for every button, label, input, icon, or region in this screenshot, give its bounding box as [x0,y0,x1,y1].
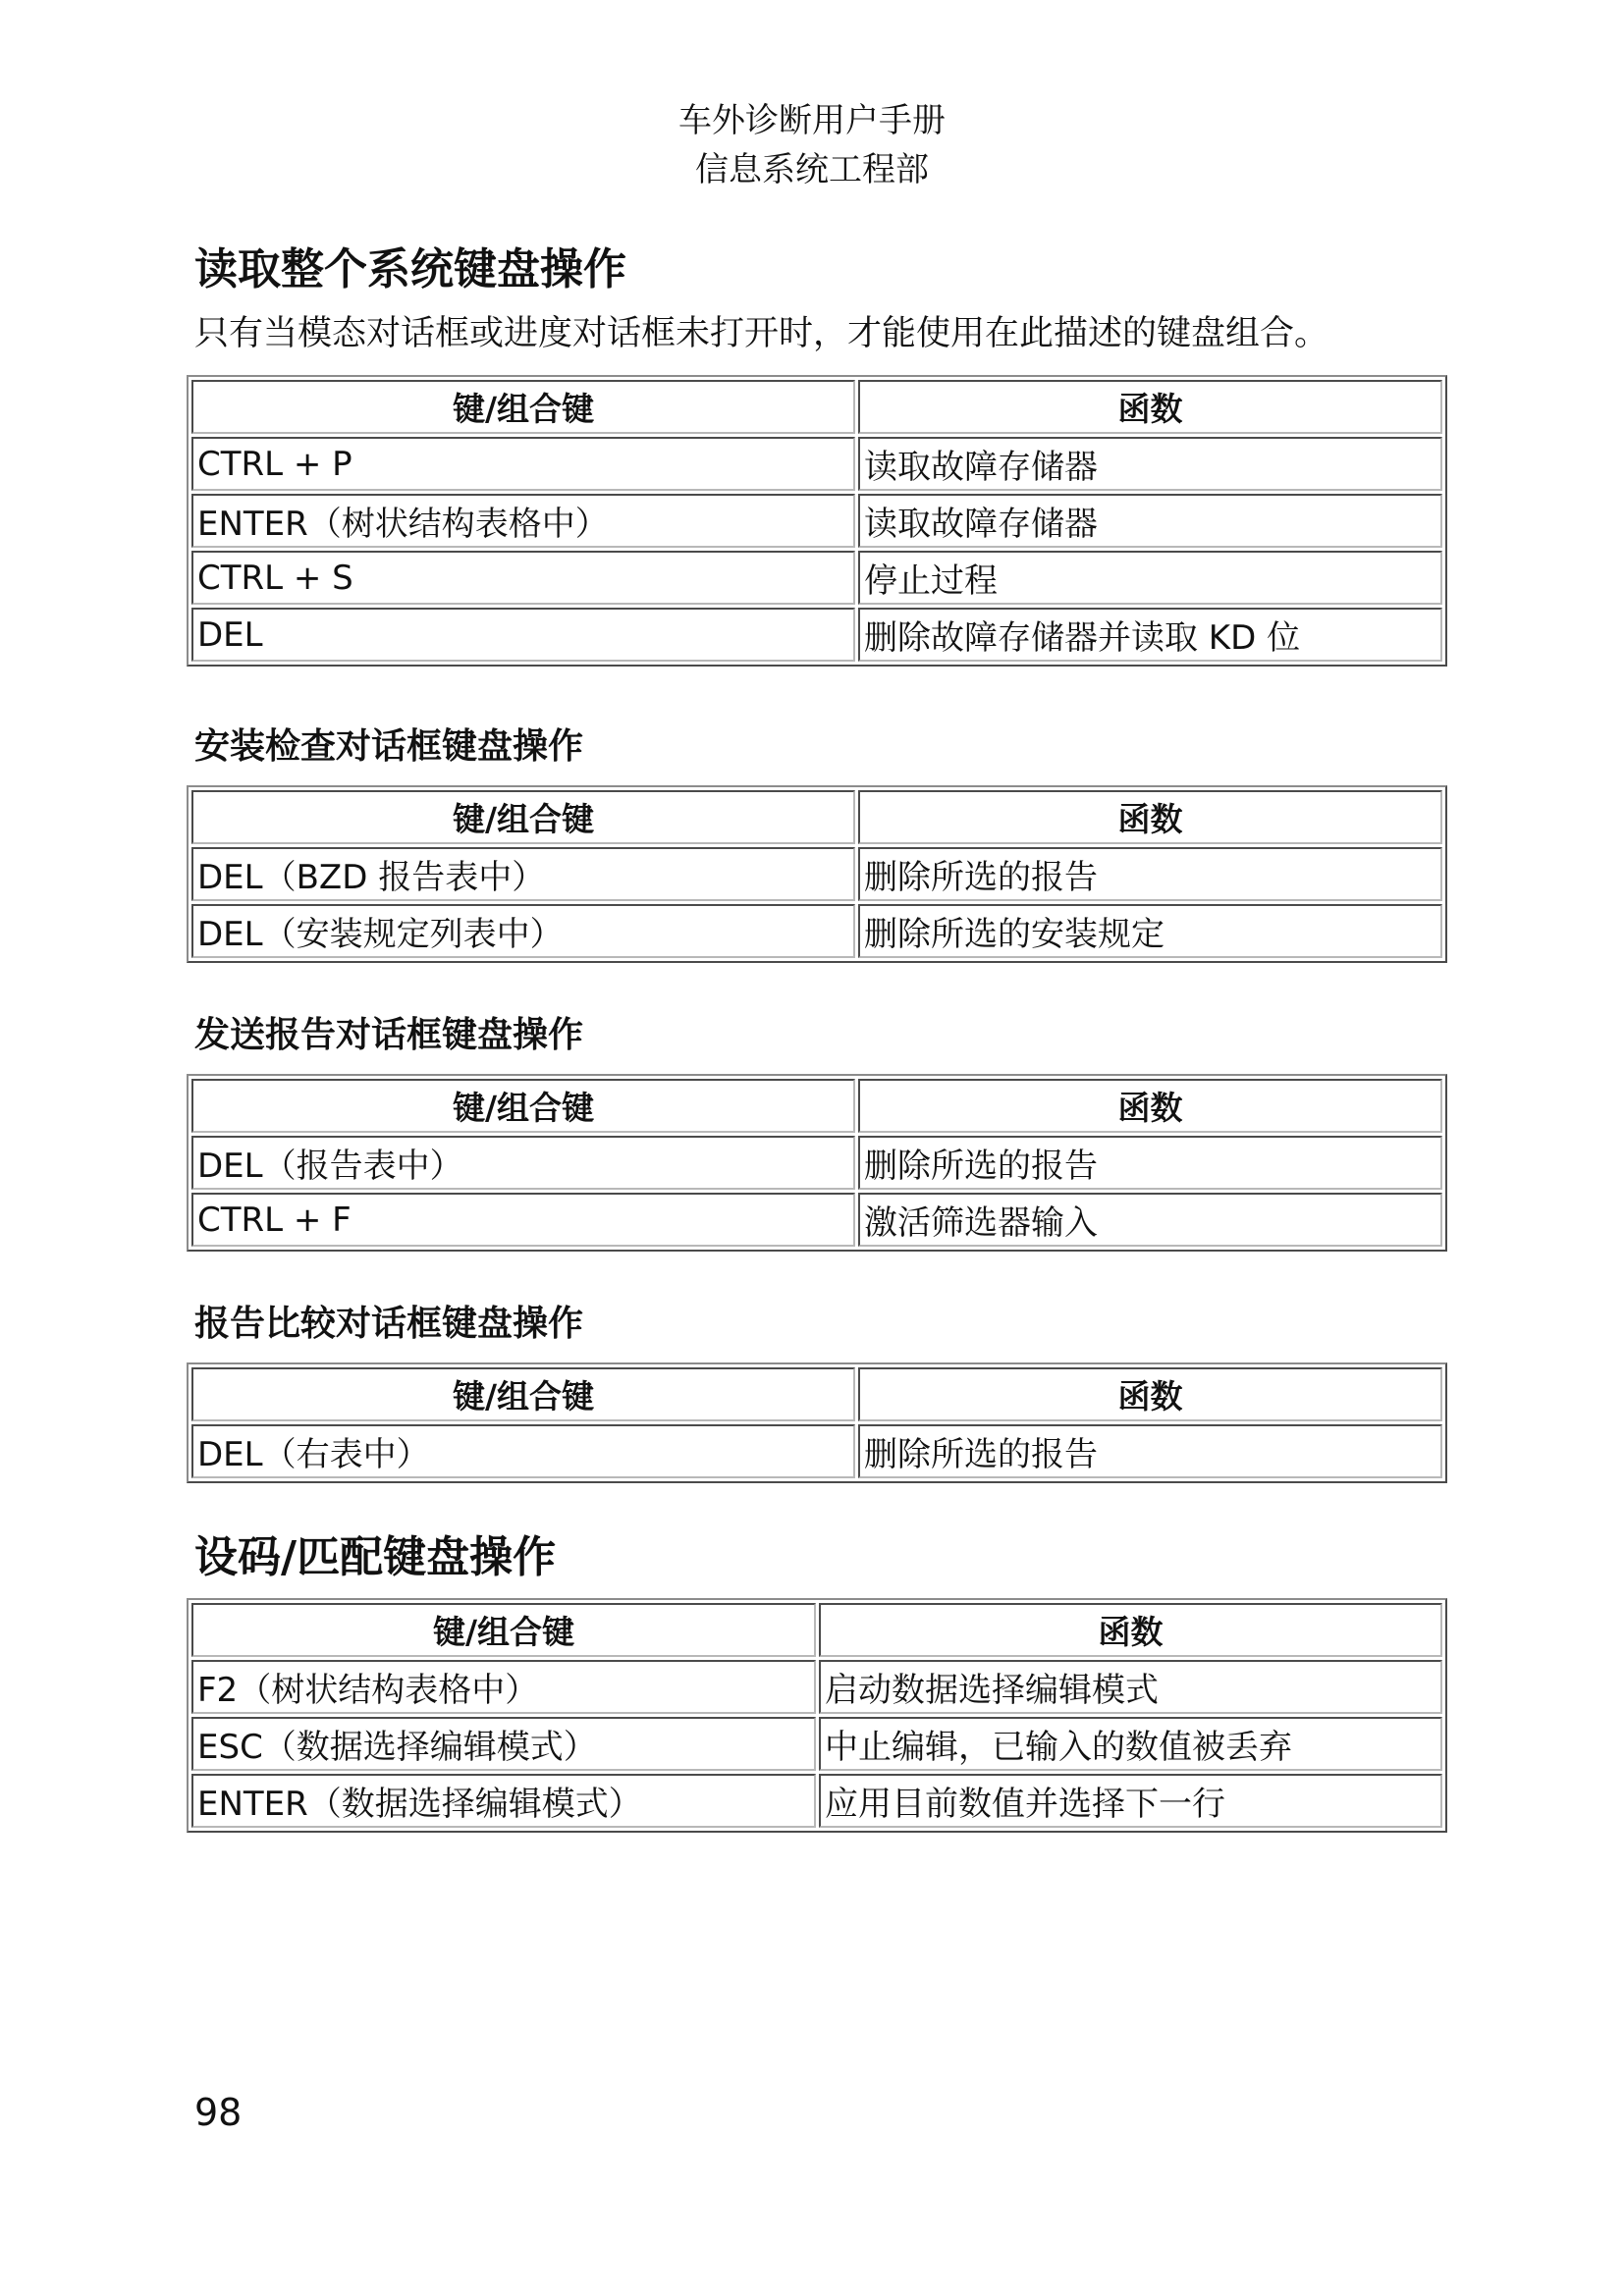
key-cell: ENTER（树状结构表格中） [191,494,855,548]
function-cell: 应用目前数值并选择下一行 [819,1774,1442,1828]
table-row [191,437,1442,491]
table-row [191,1660,1442,1714]
table-row [191,904,1442,958]
function-cell: 中止编辑，已输入的数值被丢弃 [819,1717,1442,1771]
table-header-row [191,1367,1442,1421]
table-row [191,1136,1442,1190]
column-header-function: 函数 [858,1367,1442,1421]
table-row [191,494,1442,548]
table-row [191,1193,1442,1247]
function-cell: 读取故障存储器 [858,437,1442,491]
function-cell: 删除所选的报告 [858,847,1442,901]
section1-heading: 读取整个系统键盘操作 [194,244,626,294]
table-row [191,1717,1442,1771]
column-header-key: 键/组合键 [191,1079,855,1133]
key-cell: CTRL + F [191,1193,855,1247]
section1-table [187,375,1447,667]
function-cell: 删除所选的安装规定 [858,904,1442,958]
section3-table [187,1074,1447,1252]
key-cell: DEL（右表中） [191,1424,855,1478]
column-header-key: 键/组合键 [191,1603,816,1657]
key-cell: F2（树状结构表格中） [191,1660,816,1714]
header-title: 车外诊断用户手册 [678,101,946,140]
key-cell: DEL（BZD 报告表中） [191,847,855,901]
function-cell: 读取故障存储器 [858,494,1442,548]
key-cell: CTRL + P [191,437,855,491]
column-header-function: 函数 [819,1603,1442,1657]
function-cell: 删除所选的报告 [858,1424,1442,1478]
table-row [191,551,1442,605]
page-header [0,96,1624,194]
function-cell: 删除所选的报告 [858,1136,1442,1190]
section3-heading: 发送报告对话框键盘操作 [194,1015,584,1055]
key-cell: DEL（安装规定列表中） [191,904,855,958]
table-header-row [191,1079,1442,1133]
column-header-key: 键/组合键 [191,790,855,844]
table-header-row [191,380,1442,434]
column-header-function: 函数 [858,790,1442,844]
key-cell: ESC（数据选择编辑模式） [191,1717,816,1771]
table-row [191,608,1442,662]
key-cell: CTRL + S [191,551,855,605]
key-cell: DEL（报告表中） [191,1136,855,1190]
section5-heading: 设码/匹配键盘操作 [194,1532,557,1582]
column-header-function: 函数 [858,380,1442,434]
section4-table [187,1362,1447,1483]
section5-table [187,1598,1447,1833]
function-cell: 激活筛选器输入 [858,1193,1442,1247]
section2-heading: 安装检查对话框键盘操作 [194,726,584,767]
column-header-key: 键/组合键 [191,380,855,434]
key-cell: ENTER（数据选择编辑模式） [191,1774,816,1828]
function-cell: 删除故障存储器并读取 KD 位 [858,608,1442,662]
section2-table [187,785,1447,963]
table-row [191,847,1442,901]
section1-intro: 只有当模态对话框或进度对话框未打开时，才能使用在此描述的键盘组合。 [194,314,1329,353]
table-header-row [191,1603,1442,1657]
page-number: 98 [194,2091,243,2134]
table-header-row [191,790,1442,844]
function-cell: 停止过程 [858,551,1442,605]
header-department: 信息系统工程部 [695,150,929,189]
key-cell: DEL [191,608,855,662]
table-row [191,1424,1442,1478]
column-header-key: 键/组合键 [191,1367,855,1421]
column-header-function: 函数 [858,1079,1442,1133]
section4-heading: 报告比较对话框键盘操作 [194,1304,584,1344]
function-cell: 启动数据选择编辑模式 [819,1660,1442,1714]
table-row [191,1774,1442,1828]
